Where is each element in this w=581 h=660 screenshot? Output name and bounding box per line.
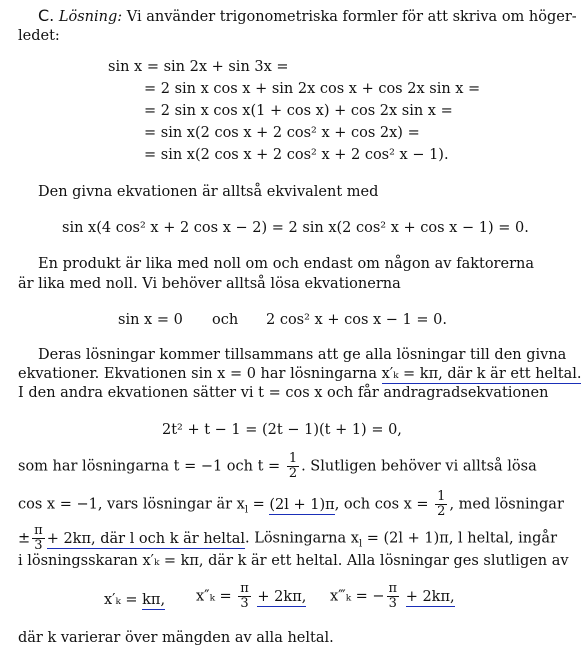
equation-pair-right: 2 cos² x + cos x − 1 = 0. [266, 312, 447, 328]
underlined-odd-pi: (2l + 1)π [269, 496, 335, 513]
fraction-denominator: 2 [288, 466, 298, 481]
para4-line3 [18, 524, 557, 553]
paragraph-equivalent: Den givna ekvationen är alltså ekvivalent med [38, 184, 379, 200]
para4-line1 [18, 452, 537, 481]
final-3-lhs: x‴ₖ = − [330, 588, 385, 605]
para4-line2 [18, 490, 564, 519]
fraction-denominator-2: 2 [437, 504, 446, 519]
fraction-numerator: 1 [288, 451, 298, 466]
final-2-num: π [240, 581, 249, 596]
underlined-integers: + 2kπ, där l och k är heltal [46, 530, 245, 547]
para3-line3: I den andra ekvationen sätter vi t = cos x och får andragradsekvationen [18, 385, 549, 401]
equation-pair-left: sin x = 0 [118, 312, 183, 328]
solution-header [38, 6, 577, 27]
para4-line2-end: , med lösningar [449, 496, 564, 513]
derivation-row-4: = sin x(2 cos x + 2 cos² x + 2 cos² x − 1). [144, 147, 449, 163]
derivation-row-2: = 2 sin x cos x(1 + cos x) + cos 2x sin x = [144, 103, 453, 119]
fraction-pi-den: 3 [34, 538, 43, 553]
derivation-row-1: = 2 sin x cos x + sin 2x cos x + cos 2x sin x = [144, 81, 481, 97]
intro-line2: ledet: [18, 28, 60, 44]
subscript-l-2: l [358, 538, 363, 550]
plus-minus: ± [18, 530, 31, 547]
fraction-numerator-2: 1 [437, 489, 446, 504]
para4-line1-text: som har lösningarna t = −1 och t = [18, 458, 281, 475]
closing-sentence: där k varierar över mängden av alla heltal. [18, 630, 334, 646]
para3-line2 [18, 364, 581, 384]
derivation-row-3: = sin x(2 cos x + 2 cos² x + cos 2x) = [144, 125, 420, 141]
equation-product: sin x(4 cos² x + 2 cos x − 2) = 2 sin x(2 cos² x + cos x − 1) = 0. [62, 220, 529, 236]
para3-line2-text: ekvationer. Ekvationen sin x = 0 har lösningarna [18, 366, 378, 382]
final-3-fraction [387, 582, 400, 611]
equals-sign: = [248, 496, 270, 513]
fraction-pi-third [32, 524, 45, 553]
final-2-fraction [238, 582, 251, 611]
final-3-underlined: + 2kπ, [405, 588, 455, 605]
fraction-one-half [287, 452, 299, 481]
final-3-num: π [388, 581, 398, 596]
problem-letter: C. [38, 6, 55, 25]
para4-line2-text: cos x = −1, vars lösningar är x [18, 496, 245, 513]
final-solution-2 [196, 582, 306, 611]
para4-line2-mid: , och cos x = [334, 496, 429, 513]
equation-quadratic: 2t² + t − 1 = (2t − 1)(t + 1) = 0, [162, 422, 402, 438]
equation-pair-and: och [212, 312, 239, 328]
final-2-underlined: + 2kπ, [257, 588, 307, 605]
fraction-one-half-2 [435, 490, 447, 519]
paragraph-product-zero: En produkt är lika med noll om och endast om någon av faktorerna är lika med noll. Vi behöver alltså lösa ekvationerna [18, 256, 534, 292]
final-3-den: 3 [388, 596, 397, 611]
final-2-den: 3 [240, 596, 249, 611]
final-solution-3 [330, 582, 455, 611]
underlined-solution-kpi: x′ₖ = kπ, där k är ett heltal. [381, 366, 581, 382]
para4-line4: i lösningsskaran x′ₖ = kπ, där k är ett heltal. Alla lösningar ges slutligen av [18, 553, 569, 569]
derivation-block [108, 57, 528, 167]
derivation-lhs: sin x = sin 2x + sin 3x = [108, 59, 289, 75]
final-solution-1 [104, 590, 165, 610]
para4-line1-end: . Slutligen behöver vi alltså lösa [301, 458, 537, 475]
intro-line1: Vi använder trigonometriska formler för att skriva om höger- [126, 9, 577, 25]
para3-line1: Deras lösningar kommer tillsammans att ge alla lösningar till den givna [38, 347, 567, 363]
final-1-lhs: x′ₖ = [104, 592, 138, 608]
para4-line3-end: = (2l + 1)π, l heltal, ingår [362, 530, 558, 547]
final-1-underlined: kπ, [142, 592, 166, 608]
subscript-l: l [244, 504, 249, 516]
fraction-pi-num: π [34, 523, 43, 538]
para4-line3-mid: . Lösningarna x [244, 530, 359, 547]
final-2-lhs: x″ₖ = [196, 588, 232, 605]
solution-lead: Lösning: [58, 9, 123, 25]
